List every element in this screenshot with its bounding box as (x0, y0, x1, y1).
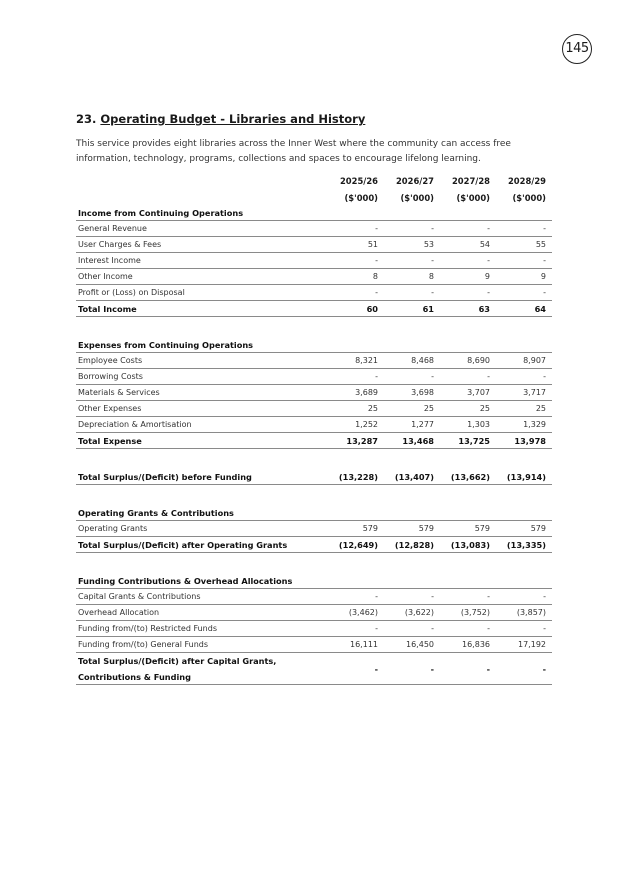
page-number-badge: 145 (562, 34, 592, 64)
final-total-row (76, 653, 552, 685)
section-heading (76, 112, 365, 126)
value-cell: 8,468 (411, 356, 434, 365)
value-cell: (3,622) (404, 608, 434, 617)
table-row (76, 417, 552, 433)
value-cell: - (431, 256, 434, 265)
value-cell: 1,329 (523, 420, 546, 429)
value-cell: - (543, 256, 546, 265)
row-label: Funding from/(to) Restricted Funds (78, 624, 217, 633)
value-cell: 25 (535, 404, 546, 413)
section-header-row (76, 505, 552, 521)
value-cell: - (487, 624, 490, 633)
row-label: Total Surplus/(Deficit) before Funding (78, 472, 252, 482)
value-cell: 9 (540, 272, 546, 281)
value-cell: 579 (474, 524, 490, 533)
row-label: Total Income (78, 304, 137, 314)
section-number: 23. (76, 112, 97, 126)
section-title: Operating Budget - Libraries and History (100, 112, 366, 126)
value-cell: - (431, 624, 434, 633)
row-label: Profit or (Loss) on Disposal (78, 288, 185, 297)
value-cell: (13,914) (506, 472, 546, 482)
total-row (76, 433, 552, 449)
value-cell: 16,111 (350, 640, 378, 649)
table-row (76, 353, 552, 369)
row-label: Expenses from Continuing Operations (78, 340, 254, 350)
value-cell: - (431, 372, 434, 381)
value-cell: 51 (367, 240, 378, 249)
value-cell: (12,828) (394, 540, 434, 550)
value-cell: 8,907 (523, 356, 546, 365)
value-cell: 16,450 (406, 640, 434, 649)
row-label: Employee Costs (78, 356, 143, 365)
value-cell: 8 (372, 272, 378, 281)
row-label: Income from Continuing Operations (78, 208, 244, 218)
value-cell: (3,752) (460, 608, 490, 617)
value-cell: 54 (479, 240, 490, 249)
value-cell: 3,698 (411, 388, 434, 397)
value-cell: 9 (484, 272, 490, 281)
table-row (76, 269, 552, 285)
value-cell: 579 (362, 524, 378, 533)
value-cell: 8 (428, 272, 434, 281)
value-cell: - (375, 624, 378, 633)
value-cell: (3,462) (348, 608, 378, 617)
value-cell: 13,287 (346, 436, 378, 446)
row-label: Other Expenses (78, 404, 142, 413)
value-cell: - (375, 288, 378, 297)
value-cell: - (543, 592, 546, 601)
value-cell: (13,407) (394, 472, 434, 482)
value-cell: 1,303 (467, 420, 490, 429)
row-label-line: Contributions & Funding (78, 672, 191, 682)
row-label: Overhead Allocation (78, 608, 160, 617)
total-row (76, 301, 552, 317)
column-year: 2025/26 (339, 176, 378, 186)
value-cell: 8,321 (355, 356, 378, 365)
row-label (78, 653, 276, 685)
section-header-row (76, 337, 552, 353)
value-cell: - (375, 256, 378, 265)
value-cell: 64 (534, 304, 546, 314)
value-cell: 13,978 (514, 436, 546, 446)
section-header-row (76, 205, 552, 221)
table-row (76, 589, 552, 605)
row-label: Materials & Services (78, 388, 160, 397)
table-spacer (76, 449, 552, 469)
row-label: Depreciation & Amortisation (78, 420, 192, 429)
table-row (76, 521, 552, 537)
value-cell: - (543, 224, 546, 233)
value-cell: 579 (530, 524, 546, 533)
section-header-row (76, 573, 552, 589)
row-label: Operating Grants & Contributions (78, 508, 234, 518)
value-cell: - (542, 664, 546, 674)
value-cell: 63 (478, 304, 490, 314)
column-unit: ($'000) (344, 193, 378, 203)
value-cell: (12,649) (338, 540, 378, 550)
row-label: Funding from/(to) General Funds (78, 640, 209, 649)
column-header (378, 173, 434, 207)
value-cell: 579 (418, 524, 434, 533)
value-cell: - (487, 592, 490, 601)
column-header (434, 173, 490, 207)
value-cell: 13,725 (458, 436, 490, 446)
value-cell: - (486, 664, 490, 674)
table-row (76, 385, 552, 401)
value-cell: - (487, 256, 490, 265)
table-spacer (76, 317, 552, 337)
total-row (76, 469, 552, 485)
row-label: General Revenue (78, 224, 147, 233)
table-row (76, 637, 552, 653)
value-cell: - (543, 288, 546, 297)
column-year: 2028/29 (507, 176, 546, 186)
value-cell: (13,228) (338, 472, 378, 482)
column-year: 2027/28 (451, 176, 490, 186)
row-label: Operating Grants (78, 524, 148, 533)
value-cell: - (374, 664, 378, 674)
table-row (76, 605, 552, 621)
column-header (490, 173, 546, 207)
value-cell: - (487, 224, 490, 233)
value-cell: - (431, 592, 434, 601)
value-cell: - (543, 372, 546, 381)
table-row (76, 237, 552, 253)
value-cell: (13,335) (506, 540, 546, 550)
value-cell: - (431, 288, 434, 297)
value-cell: 3,707 (467, 388, 490, 397)
value-cell: 1,277 (411, 420, 434, 429)
row-label: Total Surplus/(Deficit) after Operating Grants (78, 540, 288, 550)
budget-table (76, 205, 552, 685)
table-spacer (76, 485, 552, 505)
column-unit: ($'000) (512, 193, 546, 203)
table-spacer (76, 553, 552, 573)
table-row (76, 621, 552, 637)
value-cell: 53 (423, 240, 434, 249)
value-cell: - (487, 372, 490, 381)
value-cell: 1,252 (355, 420, 378, 429)
value-cell: - (375, 224, 378, 233)
value-cell: 60 (366, 304, 378, 314)
table-row (76, 369, 552, 385)
value-cell: (3,857) (516, 608, 546, 617)
total-row (76, 537, 552, 553)
row-label: User Charges & Fees (78, 240, 162, 249)
row-label: Total Expense (78, 436, 142, 446)
value-cell: - (430, 664, 434, 674)
value-cell: - (375, 372, 378, 381)
value-cell: (13,083) (450, 540, 490, 550)
row-label: Borrowing Costs (78, 372, 143, 381)
table-row (76, 253, 552, 269)
value-cell: 25 (367, 404, 378, 413)
column-unit: ($'000) (456, 193, 490, 203)
table-row (76, 401, 552, 417)
value-cell: - (487, 288, 490, 297)
value-cell: 55 (535, 240, 546, 249)
table-row (76, 221, 552, 237)
value-cell: 16,836 (462, 640, 490, 649)
value-cell: 25 (479, 404, 490, 413)
value-cell: 8,690 (467, 356, 490, 365)
value-cell: 3,717 (523, 388, 546, 397)
row-label: Funding Contributions & Overhead Allocations (78, 576, 293, 586)
value-cell: 3,689 (355, 388, 378, 397)
value-cell: - (431, 224, 434, 233)
column-unit: ($'000) (400, 193, 434, 203)
value-cell: 61 (422, 304, 434, 314)
value-cell: - (543, 624, 546, 633)
value-cell: 13,468 (402, 436, 434, 446)
row-label: Interest Income (78, 256, 141, 265)
table-row (76, 285, 552, 301)
row-label-line: Total Surplus/(Deficit) after Capital Grants, (78, 656, 277, 666)
intro-paragraph: This service provides eight libraries across the Inner West where the community can access free information, technology, programs, collections and spaces to encourage lifelong learning. (76, 139, 511, 164)
value-cell: 25 (423, 404, 434, 413)
row-label: Capital Grants & Contributions (78, 592, 201, 601)
row-label: Other Income (78, 272, 133, 281)
column-header (322, 173, 378, 207)
value-cell: (13,662) (450, 472, 490, 482)
column-year: 2026/27 (395, 176, 434, 186)
value-cell: - (375, 592, 378, 601)
value-cell: 17,192 (518, 640, 546, 649)
